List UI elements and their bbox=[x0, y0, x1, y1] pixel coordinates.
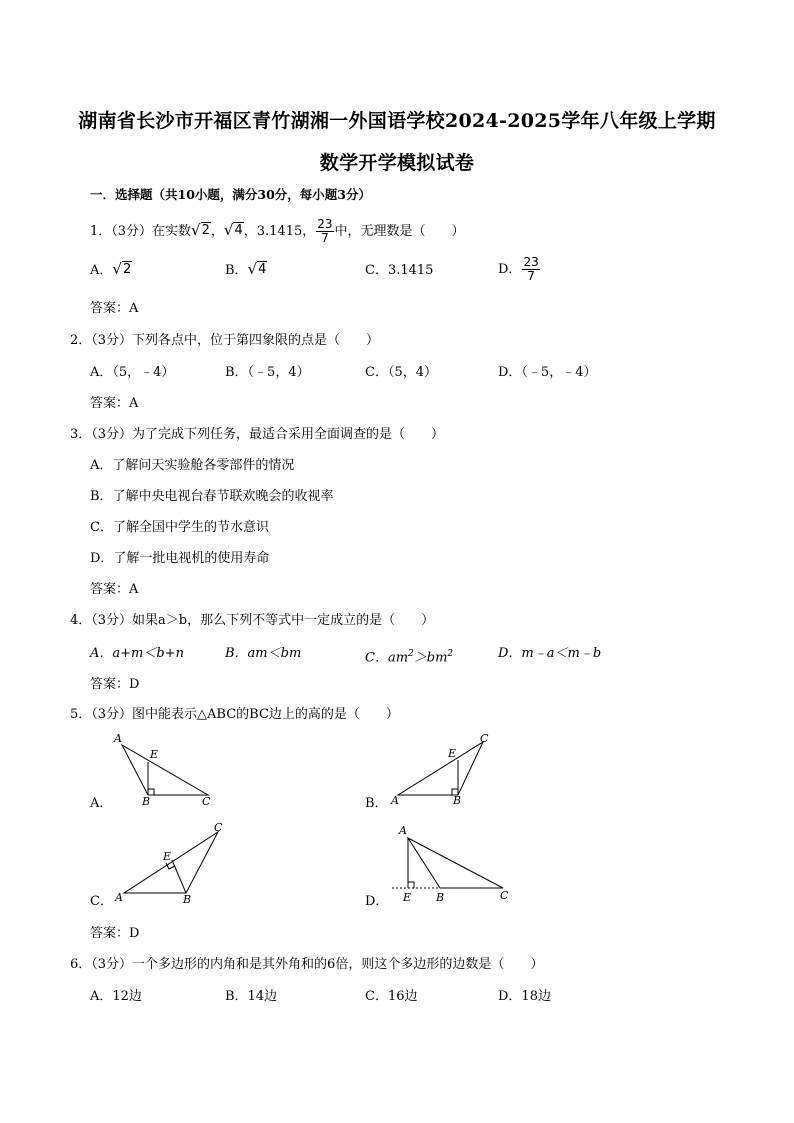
fig-a-label-a: A bbox=[114, 732, 122, 745]
fig-d-label-a: A bbox=[399, 824, 407, 837]
q3-answer: 答案：A bbox=[90, 582, 139, 597]
q4-option-c: C．$am^2>bm^2$ bbox=[365, 649, 454, 666]
fig-b-label-b: B bbox=[453, 794, 462, 807]
fig-b-label-c: C bbox=[480, 732, 489, 745]
q4-answer: 答案：D bbox=[90, 677, 140, 692]
exam-title-line1: 湖南省长沙市开福区青竹湖湘一外国语学校2024-2025学年八年级上学期 bbox=[78, 110, 716, 132]
q2-option-d: D．（﹣5，﹣4） bbox=[498, 365, 597, 380]
question-2-stem: 2．（3分）下列各点中，位于第四象限的点是（ ） bbox=[70, 333, 380, 348]
q4-option-b: B．am＜bm bbox=[225, 646, 302, 661]
fig-c-label-e: E bbox=[163, 850, 172, 863]
fig-d-label-c: C bbox=[500, 889, 509, 902]
q1-sqrt4: √ 4 bbox=[223, 221, 243, 239]
q6-option-a: A．12边 bbox=[90, 989, 142, 1004]
question-5-stem: 5．（3分）图中能表示△ABC的BC边上的高的是（ ） bbox=[70, 707, 399, 722]
exam-title-line2: 数学开学模拟试卷 bbox=[319, 152, 475, 174]
q5-answer: 答案：D bbox=[90, 926, 140, 941]
q1-answer: 答案：A bbox=[90, 301, 139, 316]
fig-b-label-a: A bbox=[391, 794, 399, 807]
fig-b-label-e: E bbox=[448, 747, 457, 760]
fig-c-label-a: A bbox=[115, 891, 123, 904]
q4-option-d: D．m﹣a＜m﹣b bbox=[498, 646, 602, 661]
q1-prefix: 1．（3分）在实数 bbox=[90, 224, 192, 239]
fig-d-label-b: B bbox=[436, 891, 445, 904]
q3-option-a: A．了解问天实验舱各零部件的情况 bbox=[90, 458, 295, 473]
figure-a bbox=[122, 745, 208, 795]
fig-d-label-e: E bbox=[403, 891, 412, 904]
question-3-stem: 3．（3分）为了完成下列任务，最适合采用全面调查的是（ ） bbox=[70, 427, 445, 442]
q2-option-c: C．（5，4） bbox=[365, 365, 437, 380]
q1-suffix: 中，无理数是（ ） bbox=[334, 224, 465, 239]
q6-option-c: C．16边 bbox=[365, 989, 418, 1004]
figure-b bbox=[398, 742, 483, 795]
q1-option-a: A． √ 2 bbox=[90, 260, 132, 278]
question-6-stem: 6．（3分）一个多边形的内角和是其外角和的6倍，则这个多边形的边数是（ ） bbox=[70, 957, 544, 972]
fig-a-label-b: B bbox=[142, 795, 151, 808]
fig-c-label-c: C bbox=[214, 821, 223, 834]
q1-option-c: C．3.1415 bbox=[365, 263, 434, 278]
figure-d bbox=[392, 838, 503, 888]
q2-option-a: A．（5，﹣4） bbox=[90, 365, 175, 380]
q3-option-c: C．了解全国中学生的节水意识 bbox=[90, 520, 269, 535]
q2-option-b: B．（﹣5，4） bbox=[225, 365, 310, 380]
q6-option-b: B．14边 bbox=[225, 989, 278, 1004]
fig-a-label-c: C bbox=[202, 795, 211, 808]
q1-option-d: D． $\frac{23}{7}$ bbox=[498, 255, 539, 283]
q1-sep: ， bbox=[210, 224, 224, 239]
q5-option-c: C． bbox=[90, 894, 113, 909]
q1-sqrt2: √ 2 bbox=[191, 221, 210, 239]
q5-option-b: B． bbox=[365, 796, 388, 811]
q1-fraction: $\frac{23}{7}$ bbox=[317, 217, 333, 245]
q5-option-d: D． bbox=[365, 894, 389, 909]
section-heading: 一．选择题（共10小题，满分30分，每小题3分） bbox=[90, 187, 371, 202]
fig-c-label-b: B bbox=[183, 893, 192, 906]
q1-option-b: B． √ 4 bbox=[225, 260, 267, 278]
q1-mid: ，3.1415， bbox=[243, 224, 316, 239]
fig-a-label-e: E bbox=[150, 748, 159, 761]
q4-option-a: A．a+m＜b+n bbox=[90, 646, 184, 661]
q3-option-d: D．了解一批电视机的使用寿命 bbox=[90, 551, 270, 566]
q6-option-d: D．18边 bbox=[498, 989, 551, 1004]
q3-option-b: B．了解中央电视台春节联欢晚会的收视率 bbox=[90, 489, 334, 504]
question-4-stem: 4．（3分）如果a＞b，那么下列不等式中一定成立的是（ ） bbox=[70, 613, 435, 628]
q2-answer: 答案：A bbox=[90, 396, 139, 411]
q5-option-a: A． bbox=[90, 796, 113, 811]
